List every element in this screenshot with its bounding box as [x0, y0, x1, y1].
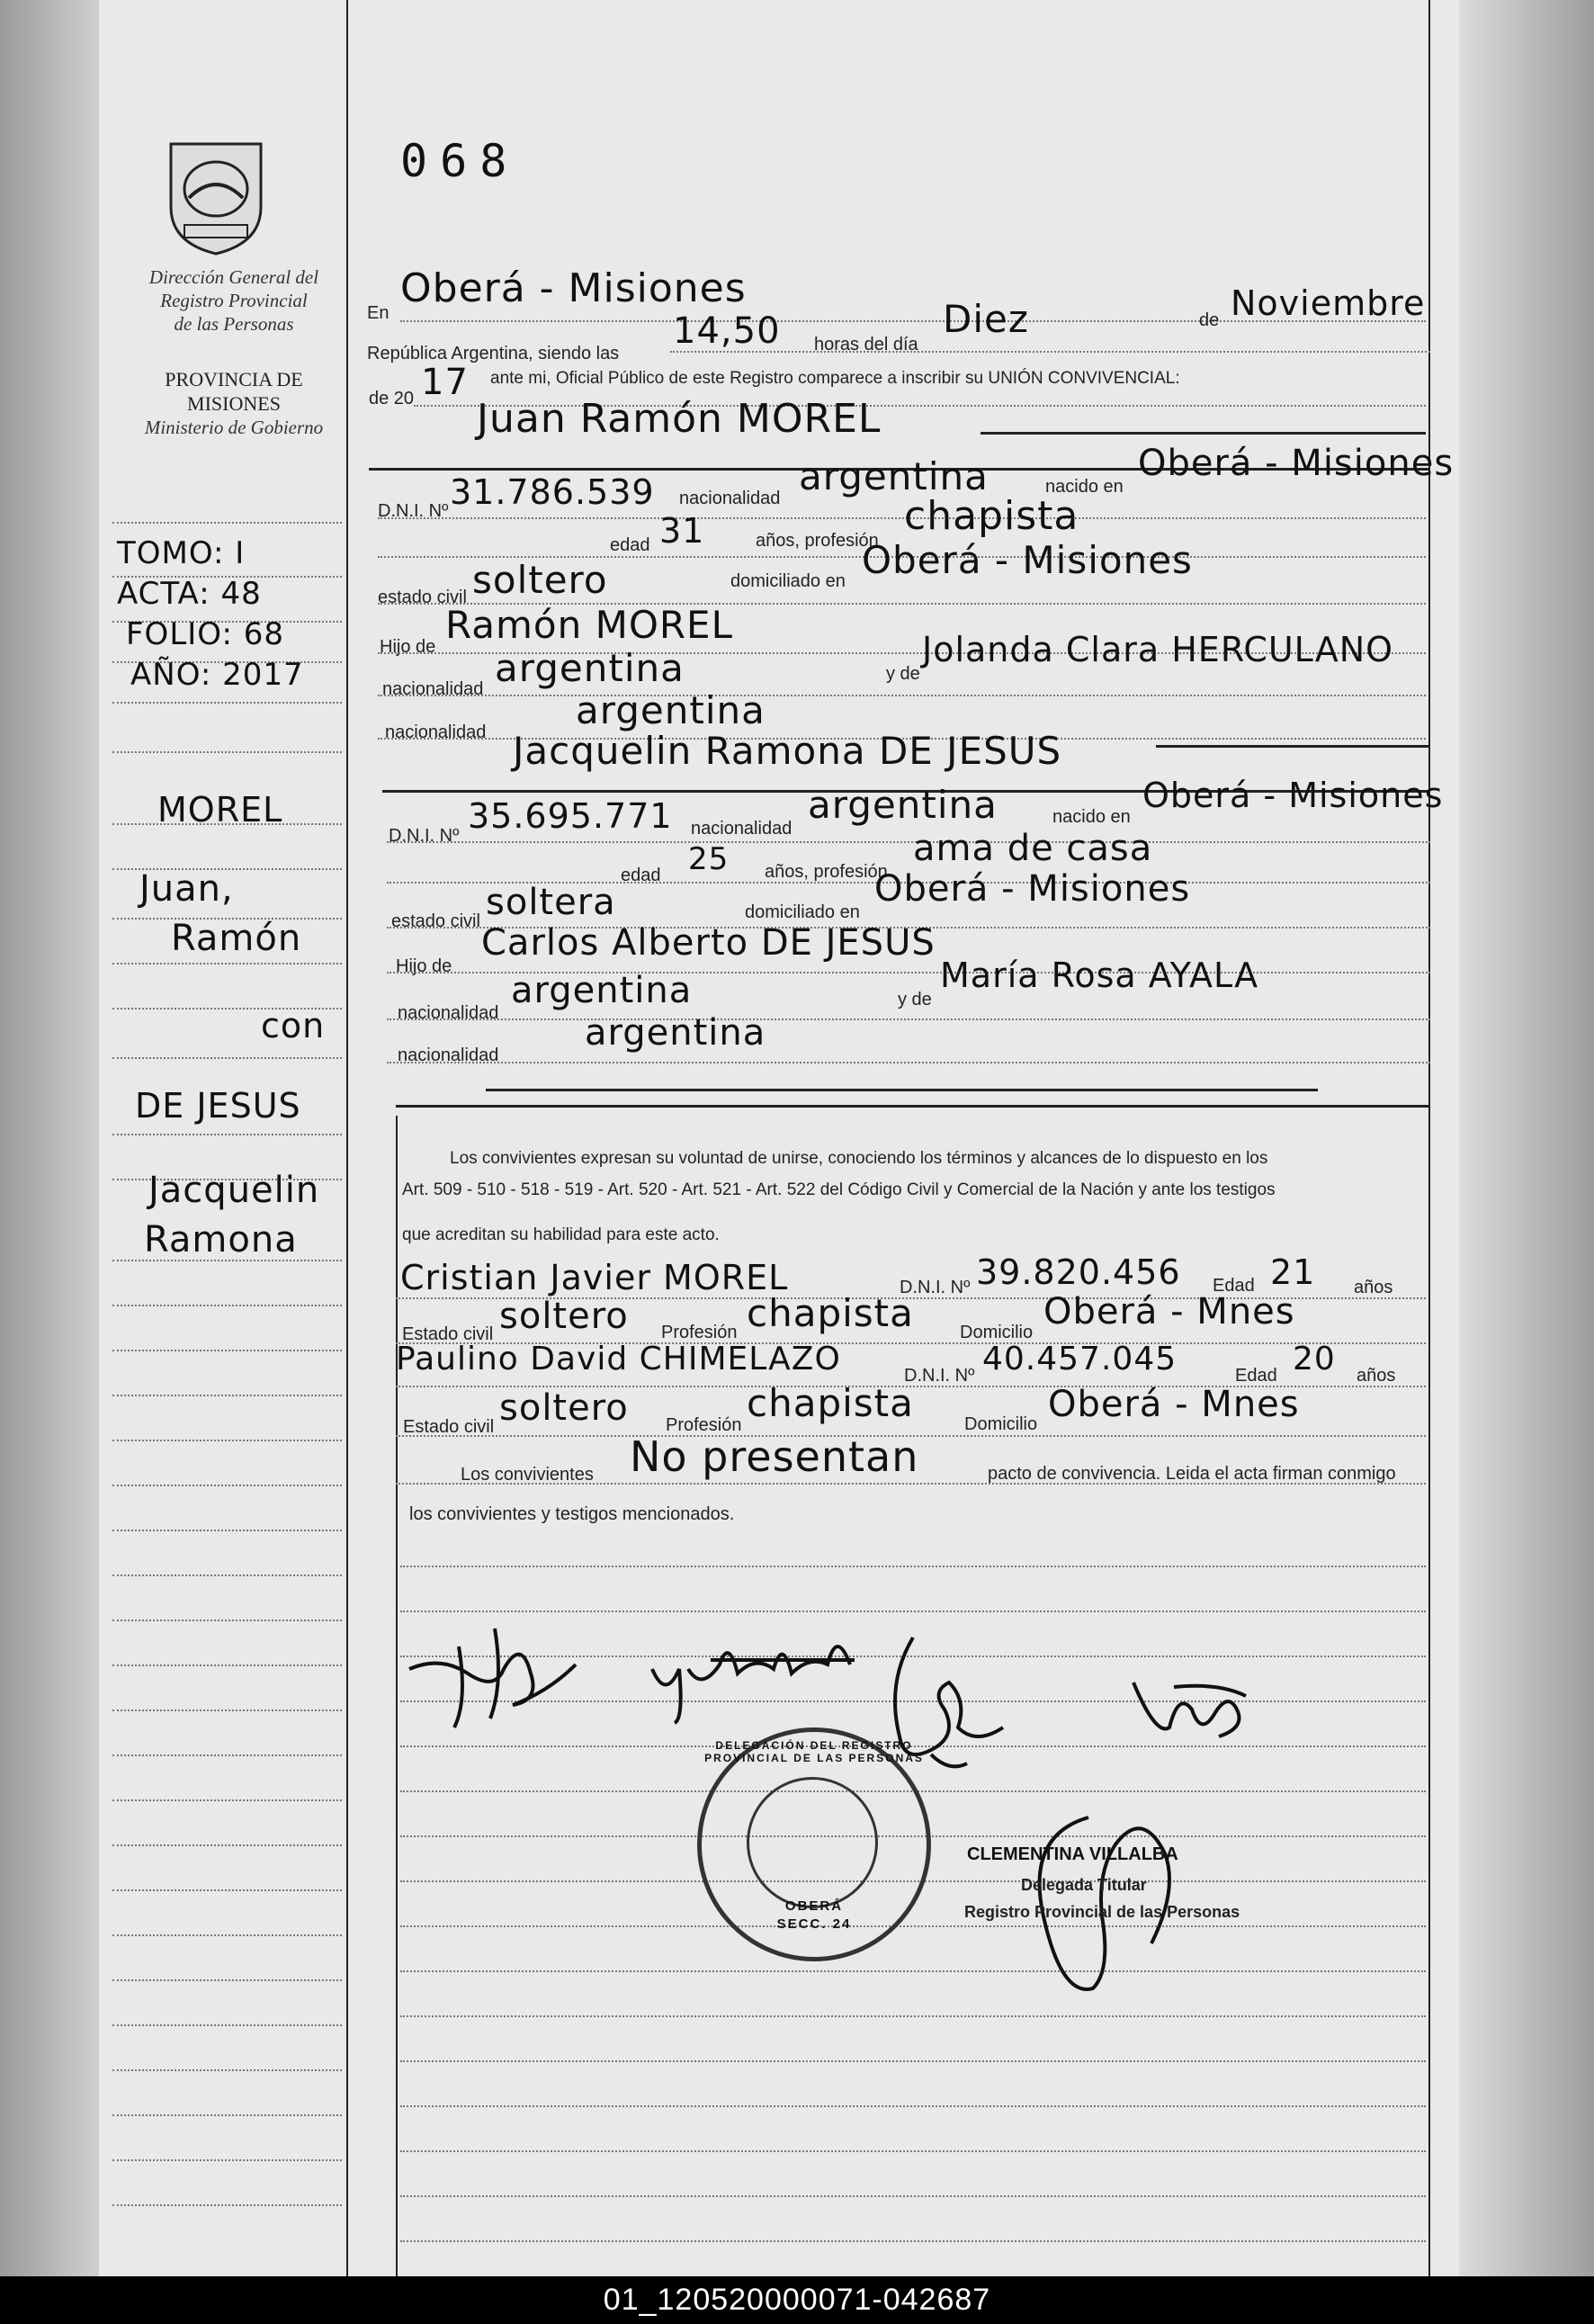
org-line: Dirección General del	[148, 266, 319, 288]
ruled-line	[400, 2195, 1426, 2198]
label-hijo-de: Hijo de	[396, 956, 452, 976]
side-line	[112, 1057, 342, 1060]
hour: 14,50	[673, 310, 781, 352]
person2-father: Carlos Alberto DE JESUS	[481, 922, 936, 964]
person2-age: 25	[688, 841, 730, 877]
witness1-profession: chapista	[747, 1291, 914, 1335]
label-anios-profesion: años, profesión	[765, 862, 888, 882]
label-hijo-de: Hijo de	[380, 637, 436, 657]
label-estado-witness: Estado civil	[402, 1324, 494, 1344]
side-line	[112, 2114, 342, 2117]
side-line	[112, 522, 342, 525]
label-pacto: pacto de convivencia. Leida el acta firman conmigo	[988, 1464, 1396, 1484]
ruled-line	[400, 2105, 1426, 2108]
witness2-profession: chapista	[747, 1381, 914, 1425]
side-line	[112, 1305, 342, 1307]
label-nacido: nacido en	[1045, 477, 1124, 497]
side-line	[112, 1395, 342, 1397]
witness1-civil-status: soltero	[499, 1296, 629, 1337]
person1-mother-nationality: argentina	[576, 688, 766, 732]
side-line	[112, 1934, 342, 1937]
label-domicilio-witness: Domicilio	[960, 1323, 1034, 1342]
label-horas: horas del día	[814, 335, 918, 354]
pact-status: No presentan	[630, 1432, 919, 1481]
label-anios: años	[1354, 1278, 1393, 1297]
label-nacionalidad: nacionalidad	[398, 1045, 499, 1065]
entry-line	[396, 1483, 1426, 1485]
person1-born-in: Oberá - Misiones	[1138, 443, 1455, 484]
side-line	[112, 1979, 342, 1982]
label-de20: de 20	[369, 389, 415, 408]
label-y-de: y de	[886, 664, 920, 684]
side-line	[112, 1844, 342, 1847]
witness1-name: Cristian Javier MOREL	[400, 1258, 789, 1297]
page-left-edge	[0, 0, 99, 2276]
solid-line	[486, 1089, 1318, 1091]
label-domiciliado: domiciliado en	[730, 571, 846, 591]
seal-ring-text: DELEGACIÓN DEL REGISTRO PROVINCIAL DE LAS PERSONAS	[704, 1739, 924, 1764]
label-anios-profesion: años, profesión	[756, 531, 879, 551]
label-profesion-witness: Profesión	[666, 1415, 742, 1435]
person2-nationality: argentina	[808, 783, 998, 827]
inner-margin-line	[396, 1116, 398, 2276]
clause-line-3: que acreditan su habilidad para este acto.	[402, 1225, 720, 1244]
witness2-age: 20	[1293, 1341, 1336, 1377]
acta-note: ACTA: 48	[117, 576, 262, 612]
province-line: PROVINCIA DE	[165, 368, 303, 390]
entry-line	[387, 1062, 1430, 1064]
solid-line	[981, 432, 1426, 435]
label-dni: D.N.I. Nº	[389, 826, 460, 846]
org-line: Registro Provincial	[160, 290, 308, 311]
official-office: Registro Provincial de las Personas	[964, 1903, 1240, 1921]
person2-mother-nationality: argentina	[585, 1012, 766, 1054]
label-edad: edad	[621, 866, 661, 885]
side-line	[112, 1530, 342, 1532]
person1-dni: 31.786.539	[450, 472, 655, 512]
section-divider	[396, 1105, 1430, 1108]
label-de-month: de	[1199, 310, 1220, 330]
ruled-line	[400, 1566, 1426, 1568]
side-line	[112, 1485, 342, 1487]
ruled-line	[400, 2015, 1426, 2018]
witness1-age: 21	[1270, 1252, 1316, 1292]
label-estado-civil: estado civil	[378, 588, 467, 607]
side-line	[112, 702, 342, 704]
coat-of-arms-icon	[162, 135, 270, 256]
place: Oberá - Misiones	[400, 265, 747, 311]
side-line	[112, 1754, 342, 1757]
label-nacionalidad: nacionalidad	[385, 722, 487, 742]
given-1a-note: Juan,	[139, 868, 234, 910]
person1-father: Ramón MOREL	[445, 603, 733, 647]
side-line	[112, 1134, 342, 1136]
solid-line	[1156, 745, 1430, 748]
given-2a-note: Jacquelin	[148, 1170, 320, 1211]
side-line	[112, 1889, 342, 1892]
seal-center	[747, 1777, 878, 1908]
witness2-dni: 40.457.045	[982, 1341, 1178, 1377]
person1-age: 31	[659, 511, 705, 551]
clause-line-1: Los convivientes expresan su voluntad de unirse, conociendo los términos y alcances de lo dispuesto en los	[450, 1149, 1268, 1168]
year-suffix: 17	[421, 362, 469, 403]
ruled-line	[400, 2150, 1426, 2153]
label-estado-civil: estado civil	[391, 911, 480, 931]
side-line	[112, 1350, 342, 1352]
year-note: AÑO: 2017	[130, 657, 304, 693]
margin-line	[346, 0, 348, 2276]
person1-name: Juan Ramón MOREL	[477, 396, 882, 442]
side-line	[112, 1709, 342, 1712]
entry-line	[387, 841, 1430, 844]
org-line: de las Personas	[174, 313, 294, 335]
person1-nationality: argentina	[799, 454, 989, 498]
seal-section: SECC. 24	[776, 1916, 852, 1932]
side-line	[112, 2159, 342, 2162]
witness2-name: Paulino David CHIMELAZO	[396, 1341, 841, 1377]
person2-profession: ama de casa	[913, 828, 1153, 869]
label-domicilio-witness: Domicilio	[964, 1414, 1038, 1434]
witness2-domicile: Oberá - Mnes	[1048, 1384, 1300, 1425]
label-profesion-witness: Profesión	[661, 1323, 738, 1342]
side-line	[112, 1440, 342, 1442]
province-block	[126, 367, 342, 440]
day: Diez	[943, 297, 1029, 341]
folio-note: FOLIO: 68	[126, 616, 284, 652]
person1-profession: chapista	[904, 493, 1079, 539]
side-line	[112, 963, 342, 965]
person1-civil-status: soltero	[472, 558, 608, 602]
label-dni-witness: D.N.I. Nº	[900, 1278, 971, 1297]
label-republica: República Argentina, siendo las	[367, 344, 620, 363]
label-y-de: y de	[898, 990, 932, 1009]
surname-1-note: MOREL	[157, 790, 283, 830]
label-nacido: nacido en	[1052, 807, 1131, 827]
entry-line	[378, 517, 1426, 520]
official-name: CLEMENTINA VILLALBA	[967, 1844, 1178, 1864]
ruled-line	[400, 2060, 1426, 2063]
month: Noviembre	[1231, 283, 1426, 323]
side-line	[112, 751, 342, 754]
entry-line	[670, 351, 1430, 354]
label-mencionados: los convivientes y testigos mencionados.	[409, 1504, 735, 1524]
side-line	[112, 1799, 342, 1802]
side-line	[112, 1575, 342, 1577]
entry-line	[378, 695, 1426, 697]
person1-mother: Jolanda Clara HERCULANO	[922, 630, 1394, 669]
ministry-line: Ministerio de Gobierno	[144, 417, 324, 438]
label-domiciliado: domiciliado en	[745, 902, 860, 922]
label-anios: años	[1357, 1366, 1396, 1386]
side-line	[112, 1664, 342, 1667]
person2-civil-status: soltera	[486, 882, 616, 923]
con-note: con	[261, 1006, 326, 1045]
ruled-line	[400, 1611, 1426, 1613]
issuer-block	[126, 265, 342, 336]
seal-city: OBERÁ	[784, 1898, 844, 1914]
given-2b-note: Ramona	[144, 1219, 298, 1261]
page-right-edge	[1459, 0, 1594, 2276]
registry-seal	[697, 1727, 931, 1961]
label-dni-witness: D.N.I. Nº	[904, 1366, 975, 1386]
label-estado-witness: Estado civil	[403, 1417, 495, 1437]
side-line	[112, 1620, 342, 1622]
label-edad-witness: Edad	[1235, 1366, 1277, 1386]
clause-line-2: Art. 509 - 510 - 518 - 519 - Art. 520 - Art. 521 - Art. 522 del Código Civil y Comercial de la Nación y ante los testigos	[402, 1180, 1276, 1199]
province-line: MISIONES	[187, 392, 281, 415]
ruled-line	[400, 1970, 1426, 1973]
person2-born-in: Oberá - Misiones	[1142, 776, 1444, 815]
label-nacionalidad: nacionalidad	[398, 1003, 499, 1023]
label-nacionalidad: nacionalidad	[679, 489, 781, 508]
official-title: Delegada Titular	[1021, 1876, 1147, 1894]
signature-1-icon	[405, 1620, 603, 1736]
person2-name: Jacquelin Ramona DE JESUS	[513, 729, 1062, 773]
ruled-line	[400, 2240, 1426, 2243]
witness1-dni: 39.820.456	[976, 1252, 1181, 1292]
signature-4-icon	[1129, 1673, 1255, 1754]
witness1-domicile: Oberá - Mnes	[1043, 1291, 1295, 1332]
label-edad: edad	[610, 535, 650, 555]
label-en: En	[367, 303, 390, 323]
person2-domicile: Oberá - Misiones	[874, 868, 1191, 910]
witness2-civil-status: soltero	[499, 1387, 629, 1429]
label-nacionalidad: nacionalidad	[382, 679, 484, 699]
person2-dni: 35.695.771	[468, 796, 673, 836]
right-margin-line	[1428, 0, 1430, 2276]
label-los-convivientes: Los convivientes	[461, 1465, 594, 1485]
surname-2-note: DE JESUS	[135, 1086, 301, 1126]
label-edad-witness: Edad	[1213, 1276, 1255, 1296]
label-ante: ante mi, Oficial Público de este Registro comparece a inscribir su UNIÓN CONVIVENCIAL:	[490, 369, 1180, 388]
entry-line	[387, 1018, 1430, 1021]
record-number: 068	[400, 135, 520, 187]
person1-father-nationality: argentina	[495, 646, 685, 690]
person2-father-nationality: argentina	[511, 970, 693, 1011]
given-1b-note: Ramón	[171, 918, 302, 959]
side-line	[112, 2069, 342, 2072]
label-dni: D.N.I. Nº	[378, 501, 449, 521]
scan-id-footer: 01_120520000071-042687	[0, 2276, 1594, 2324]
tomo-note: TOMO: I	[117, 535, 246, 571]
side-line	[112, 2024, 342, 2027]
side-line	[112, 2204, 342, 2207]
person2-mother: María Rosa AYALA	[940, 956, 1259, 995]
person1-domicile: Oberá - Misiones	[862, 538, 1193, 582]
signature-2-icon	[648, 1629, 873, 1727]
label-nacionalidad: nacionalidad	[691, 819, 793, 839]
